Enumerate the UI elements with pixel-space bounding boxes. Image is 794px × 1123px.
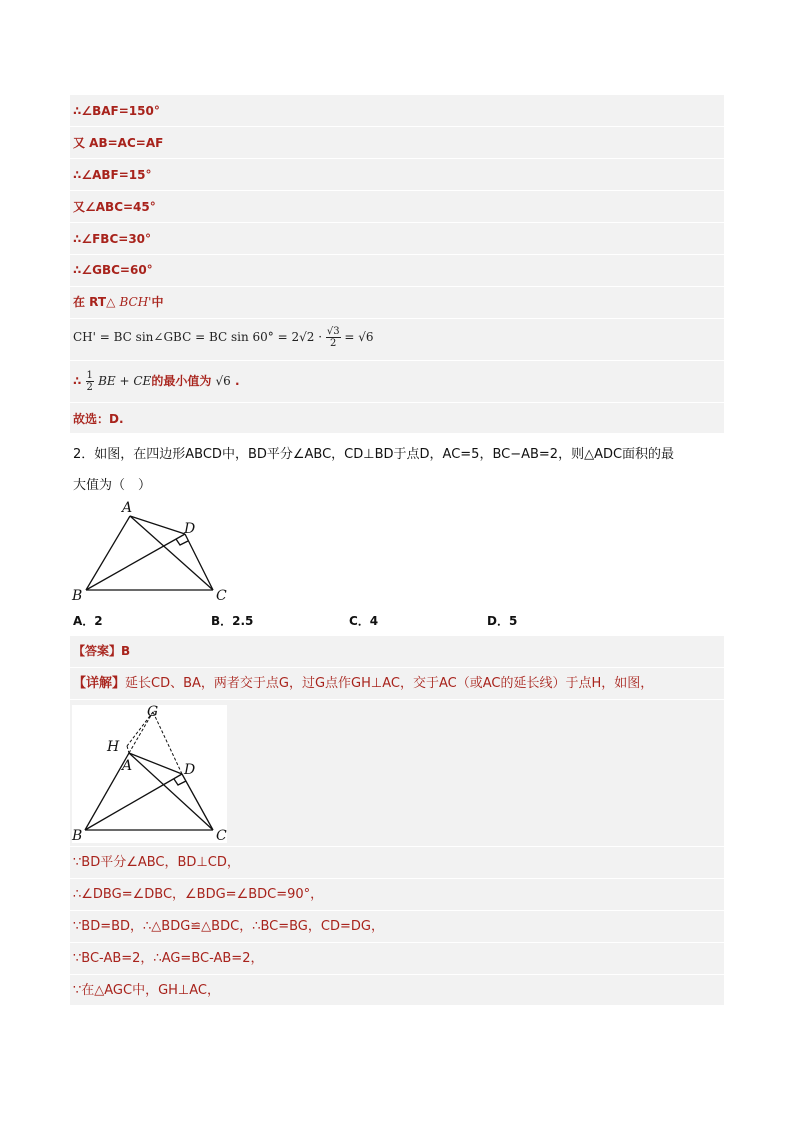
edge-bd [86,534,185,590]
min-frac-den: 2 [86,382,93,393]
separator [70,286,724,287]
separator [70,190,724,191]
question-figure [70,497,240,605]
separator [70,910,724,911]
rt-suffix: 中 [151,295,164,309]
formula-frac-den: 2 [330,338,337,349]
question-line-2: 大值为（ ） [73,478,152,493]
answer-value: B [121,644,131,658]
label-d: D [184,762,196,778]
solution-line-6: ∴∠GBC=60° [73,263,153,277]
step-4: ∵BC-AB=2，∴AG=BC-AB=2， [73,951,264,966]
min-text: 的最小值为 [151,374,212,388]
step-3: ∵BD=BD，∴△BDG≌△BDC，∴BC=BG，CD=DG， [73,919,384,934]
rt-triangle-line [73,294,164,310]
separator [70,318,724,319]
formula-rhs: = √6 [344,330,374,344]
step-5: ∵在△AGC中，GH⊥AC， [73,983,220,998]
min-fraction [86,370,94,393]
solution-line-3: ∴∠ABF=15° [73,168,152,182]
separator [70,126,724,127]
solution-line-2: 又 AB=AC=AF [73,136,164,150]
separator [70,942,724,943]
option-b: B．2.5 [211,614,254,628]
edge-ac [130,516,213,590]
separator [70,402,724,403]
edge-dc [182,774,213,830]
step-2: ∴∠DBG=∠DBC，∠BDG=∠BDC=90°， [73,887,324,902]
label-a: A [122,500,133,516]
separator [70,846,724,847]
label-a: A [122,758,133,774]
min-value-line [73,370,240,393]
formula-line [73,326,374,349]
rt-var: BCH' [119,295,152,309]
edge-ab [86,516,130,590]
label-b: B [72,828,83,844]
min-value: √6 [215,374,231,388]
label-c: C [216,588,227,604]
separator [70,360,724,361]
detail-label: 【详解】 [73,676,126,691]
formula-frac-num: √3 [326,326,340,337]
min-prefix: ∴ [73,374,82,388]
label-h: H [107,739,120,755]
label-g: G [147,704,159,720]
separator [70,158,724,159]
separator [70,667,724,668]
solution-line-1: ∴∠BAF=150° [73,104,160,118]
separator [70,878,724,879]
formula-fraction [326,326,341,349]
label-d: D [184,521,196,537]
detail-text: 延长CD、BA，两者交于点G，过G点作GH⊥AC，交于AC（或AC的延长线）于点H，如图， [125,676,654,691]
answer-line [73,643,130,659]
option-a: A．2 [73,614,103,628]
question-line-1: 2．如图，在四边形ABCD中，BD平分∠ABC，CD⊥BD于点D，AC=5，BC−AB=2，则△ADC面积的最 [73,447,675,462]
label-b: B [72,588,83,604]
solution-line-4: 又∠ABC=45° [73,200,156,214]
option-d: D．5 [487,614,518,628]
edge-ad [129,753,182,774]
edge-dc [185,534,213,590]
answer-label: 【答案】 [73,644,122,658]
separator [70,974,724,975]
edge-ac [129,753,213,830]
option-c: C．4 [349,614,379,628]
solution-line-5: ∴∠FBC=30° [73,232,152,246]
separator [70,222,724,223]
rt-prefix: 在 RT△ [73,295,120,309]
formula-lhs: CH' = BC sin∠GBC = BC sin 60° = 2√2 · [73,330,323,344]
step-1: ∵BD平分∠ABC，BD⊥CD， [73,855,240,870]
right-angle-mark [174,779,186,785]
edge-ad [130,516,185,534]
min-end: . [234,374,240,388]
choice-line: 故选：D. [73,412,124,426]
separator [70,254,724,255]
answer-figure [70,700,235,845]
detail-line [73,676,653,692]
edge-bd [85,774,182,830]
right-angle-mark [176,539,188,545]
dashed-ha [127,746,129,753]
label-c: C [216,828,227,844]
min-expr: BE + CE [98,374,152,388]
min-frac-num: 1 [86,370,93,381]
